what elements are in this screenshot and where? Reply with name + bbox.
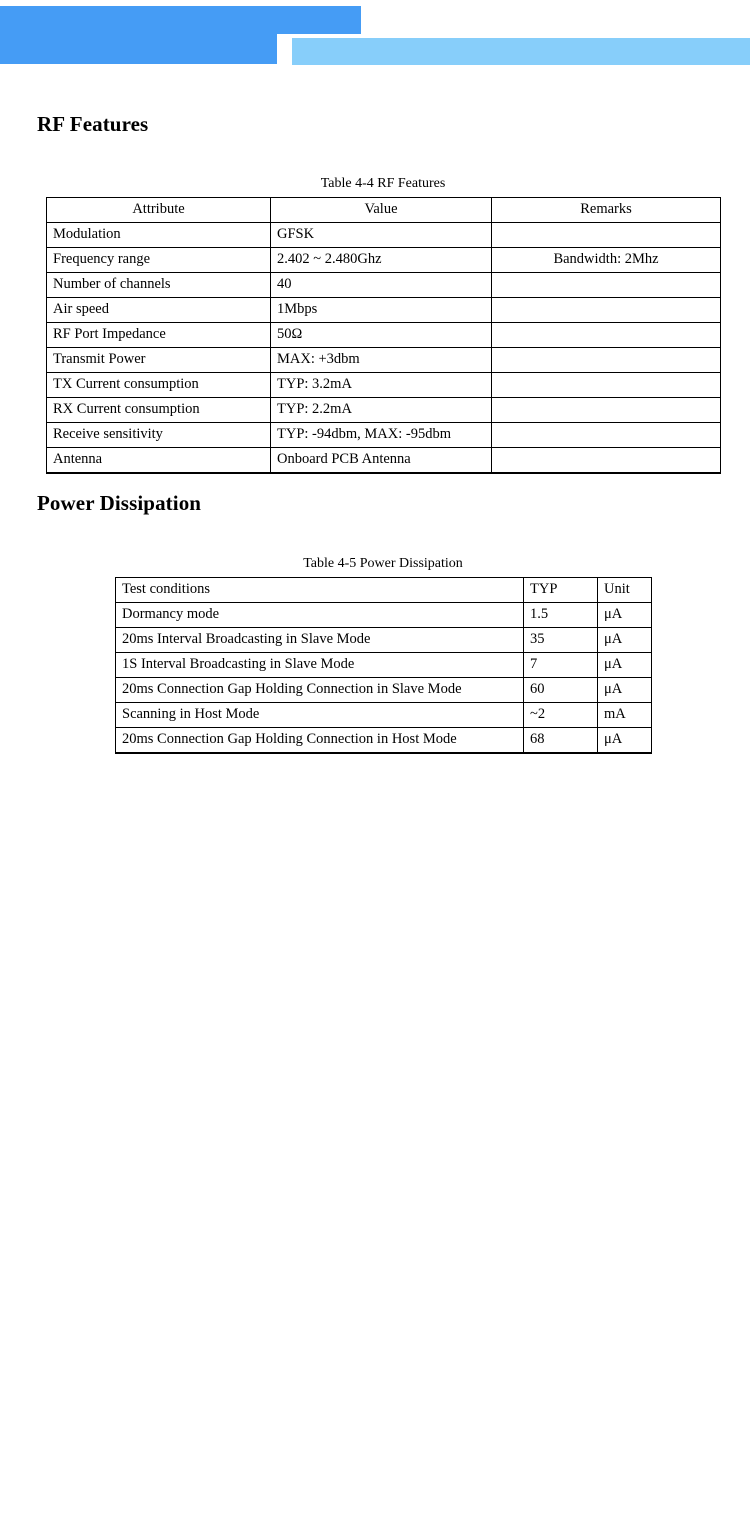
cell-attribute: Air speed xyxy=(47,298,271,323)
cell-typ: 7 xyxy=(524,653,598,678)
cell-test-condition: 1S Interval Broadcasting in Slave Mode xyxy=(116,653,524,678)
cell-typ: 68 xyxy=(524,728,598,754)
cell-typ: 1.5 xyxy=(524,603,598,628)
cell-test-condition: 20ms Interval Broadcasting in Slave Mode xyxy=(116,628,524,653)
cell-test-condition: 20ms Connection Gap Holding Connection in Host Mode xyxy=(116,728,524,754)
table-row xyxy=(47,373,721,398)
table-header-row xyxy=(47,198,721,223)
cell-value: TYP: 2.2mA xyxy=(271,398,492,423)
table-row xyxy=(116,603,652,628)
cell-remarks xyxy=(492,448,721,474)
table-row xyxy=(47,348,721,373)
cell-value: TYP: 3.2mA xyxy=(271,373,492,398)
cell-remarks: Bandwidth: 2Mhz xyxy=(492,248,721,273)
page-header-banner xyxy=(0,0,750,70)
cell-test-condition: 20ms Connection Gap Holding Connection in Slave Mode xyxy=(116,678,524,703)
cell-test-condition: Dormancy mode xyxy=(116,603,524,628)
column-header-unit: Unit xyxy=(598,578,652,603)
table-row xyxy=(47,223,721,248)
cell-unit: μA xyxy=(598,628,652,653)
cell-attribute: RX Current consumption xyxy=(47,398,271,423)
column-header-test-conditions: Test conditions xyxy=(116,578,524,603)
banner-bar-primary-left xyxy=(0,34,277,64)
table-row xyxy=(47,323,721,348)
cell-unit: μA xyxy=(598,603,652,628)
table-row xyxy=(47,273,721,298)
cell-value: Onboard PCB Antenna xyxy=(271,448,492,474)
cell-remarks xyxy=(492,323,721,348)
column-header-attribute: Attribute xyxy=(47,198,271,223)
column-header-typ: TYP xyxy=(524,578,598,603)
cell-remarks xyxy=(492,348,721,373)
table-caption-power-dissipation: Table 4-5 Power Dissipation xyxy=(303,556,463,571)
power-dissipation-table xyxy=(115,577,652,754)
cell-unit: μA xyxy=(598,678,652,703)
table-row xyxy=(47,298,721,323)
cell-value: MAX: +3dbm xyxy=(271,348,492,373)
cell-attribute: TX Current consumption xyxy=(47,373,271,398)
cell-value: 40 xyxy=(271,273,492,298)
table-row xyxy=(116,678,652,703)
cell-attribute: Frequency range xyxy=(47,248,271,273)
cell-value: 50Ω xyxy=(271,323,492,348)
cell-value: 2.402 ~ 2.480Ghz xyxy=(271,248,492,273)
banner-bar-primary-top xyxy=(0,6,361,34)
cell-unit: mA xyxy=(598,703,652,728)
table-row xyxy=(116,628,652,653)
table-row xyxy=(47,248,721,273)
column-header-value: Value xyxy=(271,198,492,223)
table-row xyxy=(116,728,652,754)
cell-remarks xyxy=(492,373,721,398)
table-row xyxy=(47,423,721,448)
table-row xyxy=(47,448,721,474)
table-caption-rf-features: Table 4-4 RF Features xyxy=(320,176,446,191)
table-row xyxy=(116,703,652,728)
table-row xyxy=(47,398,721,423)
table-header-row xyxy=(116,578,652,603)
cell-attribute: RF Port Impedance xyxy=(47,323,271,348)
table-row xyxy=(116,653,652,678)
cell-remarks xyxy=(492,223,721,248)
banner-bar-secondary-right xyxy=(292,38,750,65)
cell-attribute: Receive sensitivity xyxy=(47,423,271,448)
section-heading-rf-features: RF Features xyxy=(37,112,149,136)
cell-typ: 35 xyxy=(524,628,598,653)
cell-test-condition: Scanning in Host Mode xyxy=(116,703,524,728)
cell-attribute: Number of channels xyxy=(47,273,271,298)
cell-remarks xyxy=(492,398,721,423)
cell-attribute: Transmit Power xyxy=(47,348,271,373)
cell-attribute: Antenna xyxy=(47,448,271,474)
cell-attribute: Modulation xyxy=(47,223,271,248)
rf-features-table xyxy=(46,197,721,474)
cell-unit: μA xyxy=(598,653,652,678)
cell-remarks xyxy=(492,273,721,298)
column-header-remarks: Remarks xyxy=(492,198,721,223)
cell-typ: ~2 xyxy=(524,703,598,728)
cell-remarks xyxy=(492,298,721,323)
cell-value: GFSK xyxy=(271,223,492,248)
cell-value: TYP: -94dbm, MAX: -95dbm xyxy=(271,423,492,448)
cell-unit: μA xyxy=(598,728,652,754)
cell-typ: 60 xyxy=(524,678,598,703)
cell-remarks xyxy=(492,423,721,448)
section-heading-power-dissipation: Power Dissipation xyxy=(37,491,202,515)
cell-value: 1Mbps xyxy=(271,298,492,323)
